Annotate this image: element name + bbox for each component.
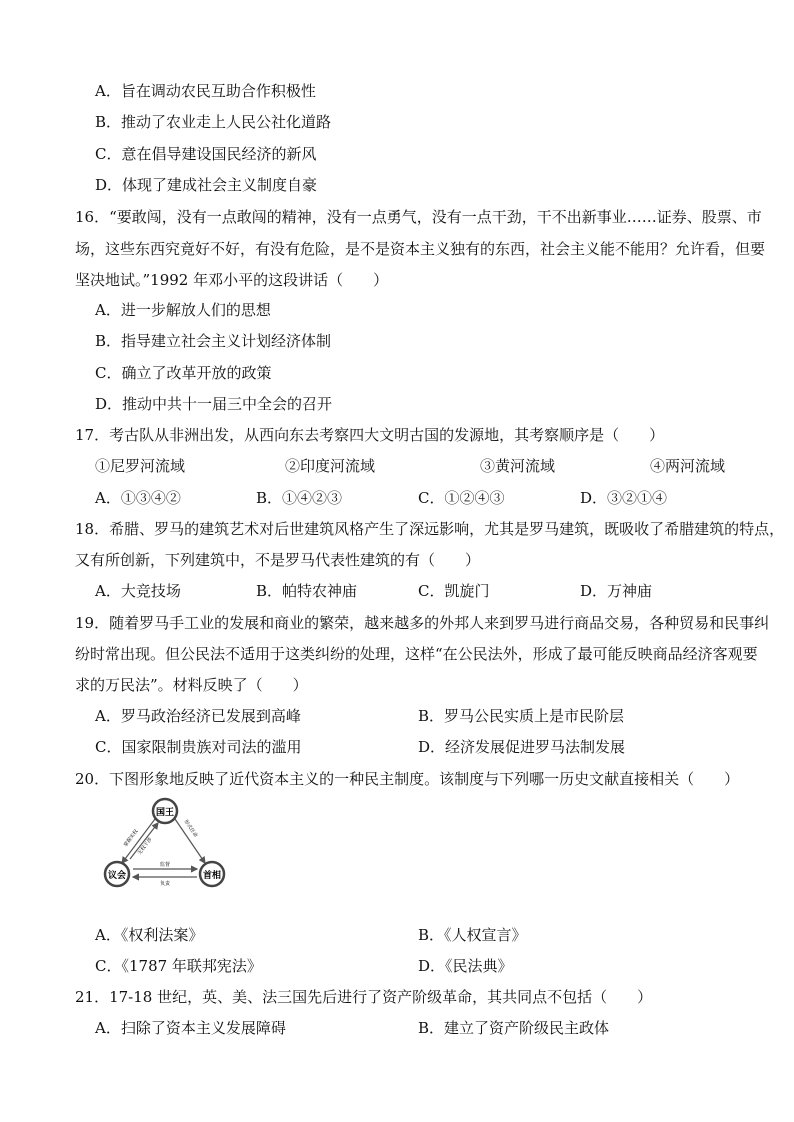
king-label: 国王	[155, 808, 175, 818]
q17-option-d: D．③②①④	[580, 489, 668, 507]
q18-option-c: C．凯旋门	[418, 582, 490, 600]
q16-stem-line-1: 16．“要敢闯，没有一点敢闯的精神，没有一点勇气，没有一点干劲，干不出新事业……证券、股票、市	[75, 208, 762, 226]
q15-option-c: C．意在倡导建设国民经济的新风	[95, 145, 317, 163]
label-bottom-bottom: 负责	[159, 881, 171, 887]
label-left-inner: 无权干涉	[136, 836, 154, 857]
q17-item-3: ③黄河流域	[480, 457, 556, 475]
q17-item-1: ①尼罗河流域	[95, 457, 186, 475]
q15-option-b: B．推动了农业走上人民公社化道路	[95, 113, 332, 131]
q18-option-a: A．大竞技场	[95, 582, 181, 600]
q19-stem-line-2: 纷时常出现。但公民法不适用于这类纠纷的处理，这样“在公民法外，形成了最可能反映商品经济客观要	[75, 645, 758, 663]
q19-stem-line-3: 求的万民法”。材料反映了（ ）	[75, 676, 308, 694]
q18-option-d: D．万神庙	[580, 582, 653, 600]
q17-option-b: B．①④②③	[256, 489, 343, 507]
q19-option-c: C．国家限制贵族对司法的滥用	[95, 738, 302, 756]
q19-option-b: B．罗马公民实质上是市民阶层	[418, 707, 625, 725]
q16-stem-line-2: 场，这些东西究竟好不好，有没有危险，是不是资本主义独有的东西，社会主义能不能用？允许看，但要	[75, 240, 766, 258]
q16-option-b: B．指导建立社会主义计划经济体制	[95, 332, 332, 350]
q21-stem: 21．17-18 世纪，英、美、法三国先后进行了资产阶级革命，其共同点不包括（ ）	[75, 988, 653, 1006]
pm-label: 首相	[202, 871, 222, 881]
q21-option-b: B．建立了资产阶级民主政体	[418, 1019, 610, 1037]
q16-option-a: A．进一步解放人们的思想	[95, 301, 271, 319]
q15-option-d: D．体现了建成社会主义制度自豪	[95, 176, 318, 194]
label-right: 形式任命	[182, 818, 199, 839]
q20-option-a: A．《权利法案》	[95, 926, 204, 944]
q20-option-b: B．《人权宣言》	[418, 926, 527, 944]
parliament-label: 议会	[107, 871, 127, 881]
q21-option-a: A．扫除了资本主义发展障碍	[95, 1019, 286, 1037]
q18-stem-line-2: 又有所创新，下列建筑中，不是罗马代表性建筑的有（ ）	[75, 551, 481, 569]
q17-option-a: A．①③④②	[95, 489, 181, 507]
q20-stem: 20．下图形象地反映了近代资本主义的一种民主制度。该制度与下列哪一历史文献直接相关（ ）	[75, 770, 740, 788]
label-left-outer: 掌握实权	[122, 828, 140, 849]
q16-option-c: C．确立了改革开放的政策	[95, 364, 272, 382]
q20-diagram	[100, 797, 230, 892]
q17-item-4: ④两河流域	[650, 457, 726, 475]
q16-option-d: D．推动中共十一届三中全会的召开	[95, 395, 333, 413]
q16-stem-line-3: 坚决地试。”1992 年邓小平的这段讲话（ ）	[75, 271, 389, 289]
q17-option-c: C．①②④③	[418, 489, 505, 507]
label-bottom-top: 监督	[159, 862, 171, 868]
q19-stem-line-1: 19．随着罗马手工业的发展和商业的繁荣，越来越多的外邦人来到罗马进行商品交易，各种贸易和民事纠	[75, 614, 770, 632]
q20-option-d: D．《民法典》	[418, 957, 513, 975]
q20-option-c: C．《1787 年联邦宪法》	[95, 957, 262, 975]
q17-item-2: ②印度河流域	[285, 457, 376, 475]
q19-option-d: D．经济发展促进罗马法制发展	[418, 738, 626, 756]
q18-option-b: B．帕特农神庙	[256, 582, 358, 600]
q17-stem: 17．考古队从非洲出发，从西向东去考察四大文明古国的发源地，其考察顺序是（ ）	[75, 426, 665, 444]
q15-option-a: A．旨在调动农民互助合作积极性	[95, 82, 316, 100]
q18-stem-line-1: 18．希腊、罗马的建筑艺术对后世建筑风格产生了深远影响，尤其是罗马建筑，既吸收了希腊建筑的特点，	[75, 520, 785, 538]
q19-option-a: A．罗马政治经济已发展到高峰	[95, 707, 301, 725]
